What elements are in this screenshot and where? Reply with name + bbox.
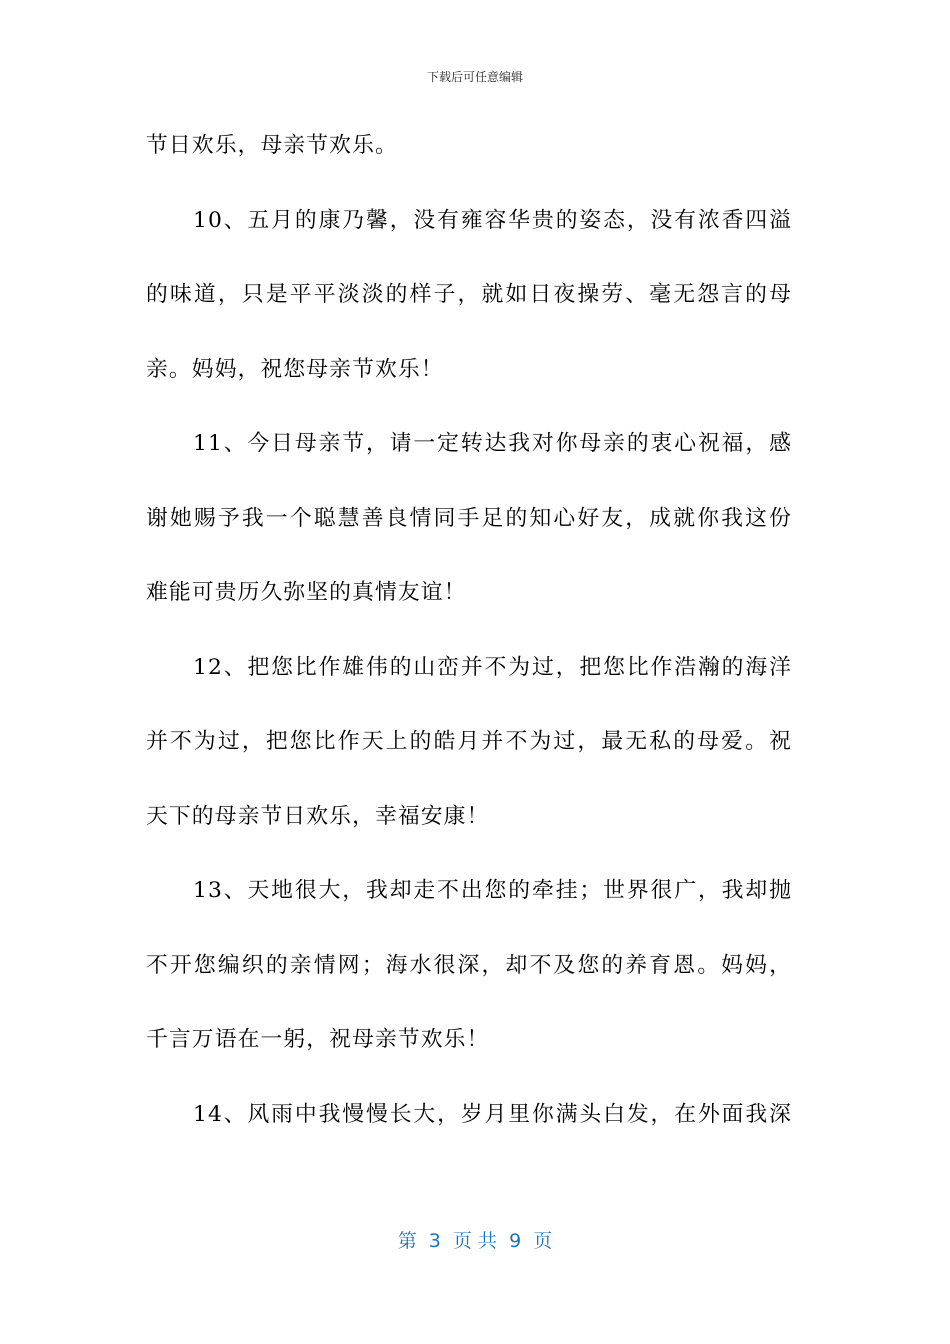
- document-body: [146, 118, 792, 1161]
- page-number-footer: 第 3 页 共 9 页: [397, 1230, 553, 1252]
- text-line: 并不为过，把您比作天上的皓月并不为过，最无私的母爱。祝: [146, 729, 792, 754]
- text-line: 的味道，只是平平淡淡的样子，就如日夜操劳、毫无怨言的母: [146, 282, 792, 307]
- text-line: 难能可贵历久弥坚的真情友谊！: [146, 580, 467, 605]
- text-line: 谢她赐予我一个聪慧善良情同手足的知心好友，成就你我这份: [146, 505, 792, 531]
- text-line: 千言万语在一躬，祝母亲节欢乐！: [146, 1027, 490, 1052]
- text-line: 不开您编织的亲情网；海水很深，却不及您的养育恩。妈妈，: [146, 952, 792, 978]
- text-line: 节日欢乐，母亲节欢乐。: [146, 133, 398, 158]
- text-line: 12、把您比作雄伟的山峦并不为过，把您比作浩瀚的海洋: [193, 654, 792, 680]
- text-line: 14、风雨中我慢慢长大，岁月里你满头白发，在外面我深: [193, 1101, 792, 1127]
- text-line: 10、五月的康乃馨，没有雍容华贵的姿态，没有浓香四溢: [193, 207, 792, 233]
- text-line: 13、天地很大，我却走不出您的牵挂；世界很广，我却抛: [193, 878, 792, 903]
- header-note: 下载后可任意编辑: [426, 70, 523, 84]
- text-line: 11、今日母亲节，请一定转达我对你母亲的衷心祝福，感: [193, 431, 792, 456]
- text-line: 亲。妈妈，祝您母亲节欢乐！: [146, 356, 444, 382]
- text-line: 天下的母亲节日欢乐，幸福安康！: [146, 803, 490, 829]
